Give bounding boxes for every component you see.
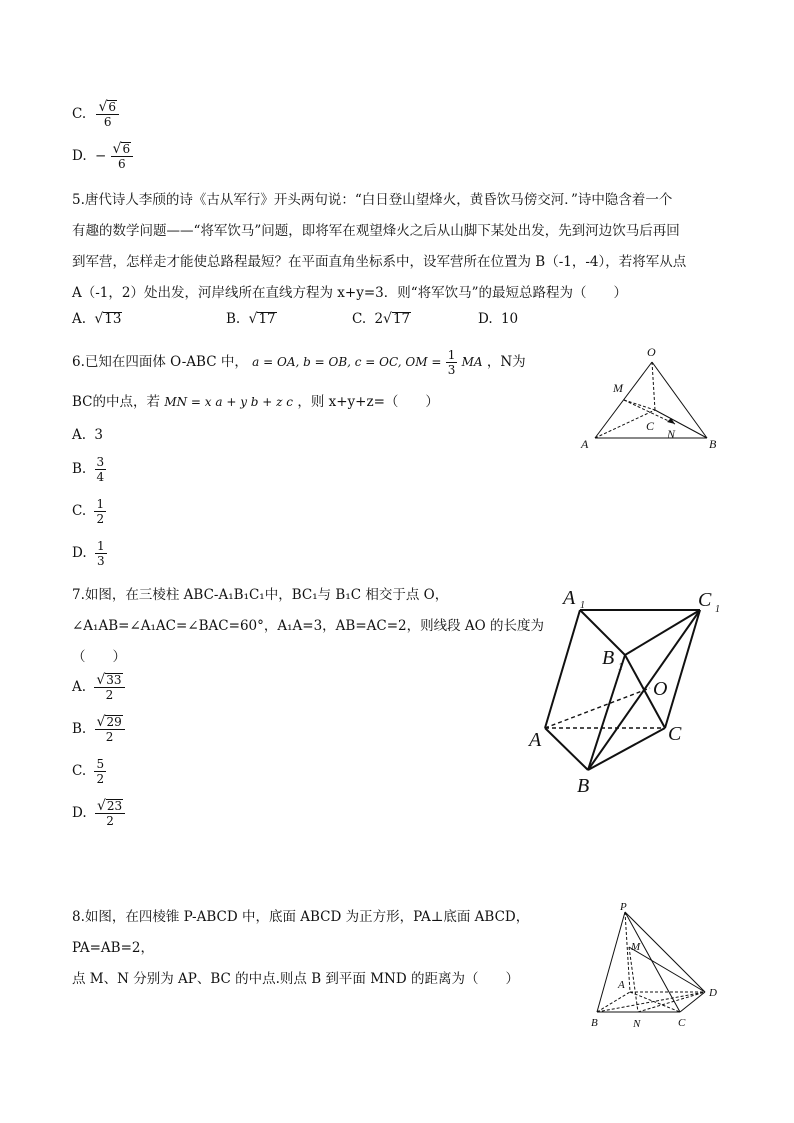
option-value: 10 xyxy=(500,311,519,327)
numerator: 1 xyxy=(447,348,456,362)
option-label: D. xyxy=(72,545,87,561)
option-label: A. xyxy=(72,679,87,695)
label-b: B xyxy=(709,437,717,451)
numerator: 1 xyxy=(96,497,105,511)
label-n: N xyxy=(667,427,676,441)
q7-prism-figure xyxy=(525,580,735,795)
radicand: 6 xyxy=(122,142,131,156)
denominator: 4 xyxy=(96,470,105,484)
edge-oc xyxy=(652,362,655,410)
denominator: 2 xyxy=(105,688,114,702)
q5-option-a: A. √ 13 xyxy=(72,311,122,327)
option-label: B. xyxy=(226,311,241,327)
q6-option-a xyxy=(72,427,103,443)
edge-pb xyxy=(597,912,625,1012)
q6-tetrahedron-figure xyxy=(575,340,735,460)
label-b: B xyxy=(577,775,590,797)
q5-line1: 5.唐代诗人李颀的诗《古从军行》开头两句说：“白日登山望烽火，黄昏饮马傍交河．”诗中隐含着一个 xyxy=(72,192,673,208)
q6-suffix: ，N为 xyxy=(486,354,526,370)
option-value: 3 xyxy=(94,427,103,443)
coefficient: 2 xyxy=(374,311,384,327)
segment-ao xyxy=(545,688,650,728)
label-n: N xyxy=(633,1018,641,1030)
radicand: 13 xyxy=(104,311,122,327)
option-label: A. xyxy=(72,427,87,443)
q5-option-b: B. √ 17 xyxy=(226,311,276,327)
option-label: C. xyxy=(72,763,87,779)
fraction xyxy=(446,348,458,377)
edge-pa xyxy=(625,912,630,992)
fraction xyxy=(94,497,106,526)
label-a: A xyxy=(581,437,589,451)
option-label: C. xyxy=(72,106,87,122)
radicand: 17 xyxy=(258,311,276,327)
vector-ma: MA xyxy=(461,355,483,369)
q5-line4: A（-1，2）处出发，河岸线所在直线方程为 x+y=3．则“将军饮马”的最短总路程为（ ） xyxy=(72,285,628,301)
q7-option-c xyxy=(72,757,106,786)
label-c1: C xyxy=(698,589,712,611)
label-b: B xyxy=(591,1017,598,1029)
label-c: C xyxy=(668,723,682,745)
denominator: 6 xyxy=(118,157,126,171)
edge-oa xyxy=(595,362,652,438)
label-d: D xyxy=(709,987,717,999)
numerator: 3 xyxy=(96,455,105,469)
option-label: C. xyxy=(72,503,87,519)
q6-option-d xyxy=(72,539,107,568)
q6-line1 xyxy=(72,348,526,377)
denominator: 2 xyxy=(105,730,114,744)
edge-ob xyxy=(652,362,707,438)
denominator: 6 xyxy=(103,115,112,129)
q4-option-c xyxy=(72,100,119,129)
option-label: C. xyxy=(352,311,367,327)
label-a1-sub: 1 xyxy=(580,600,585,611)
denominator: 2 xyxy=(96,772,105,786)
option-label: D. xyxy=(72,148,87,164)
fraction xyxy=(95,539,107,568)
numerator: 1 xyxy=(96,539,105,553)
q6-line2-prefix: BC的中点，若 xyxy=(72,394,161,410)
segment-mn xyxy=(629,947,638,1012)
q7-option-d xyxy=(72,799,125,828)
label-m: M xyxy=(631,941,641,953)
radicand: 23 xyxy=(106,799,123,813)
edge-pc xyxy=(625,912,680,1012)
q7-line2: ∠A₁AB=∠A₁AC=∠BAC=60°，A₁A=3，AB=AC=2，则线段 AO 的长度为 xyxy=(72,618,545,634)
edge-ab xyxy=(545,728,588,770)
q6-line2-suffix: ，则 x+y+z=（ ） xyxy=(297,394,439,410)
segment-nd xyxy=(638,992,705,1012)
radicand: 6 xyxy=(108,100,116,114)
radicand: 29 xyxy=(106,715,122,729)
label-p: P xyxy=(620,901,627,913)
radicand: 33 xyxy=(106,673,122,687)
q5-line3: 到军营，怎样走才能使总路程最短？在平面直角坐标系中，设军营所在位置为 B（-1，-4），若将军从点 xyxy=(72,254,687,270)
option-label: B. xyxy=(72,721,87,737)
label-m: M xyxy=(613,381,623,395)
segment-mc xyxy=(624,400,655,410)
vector-definitions: a = OA, b = OB, c = OC, OM = xyxy=(252,355,442,369)
q8-line1: 8.如图，在四棱锥 P-ABCD 中，底面 ABCD 为正方形，PA⊥底面 ABCD， xyxy=(72,909,530,925)
label-o: O xyxy=(653,678,668,700)
option-label: D. xyxy=(478,311,493,327)
denominator: 3 xyxy=(96,554,105,568)
denominator: 3 xyxy=(447,363,456,377)
numerator: 5 xyxy=(96,757,105,771)
label-a1: A xyxy=(563,587,576,609)
fraction: √ 29 2 xyxy=(95,715,125,744)
q6-option-b xyxy=(72,455,106,484)
edge-cd xyxy=(680,992,705,1012)
option-label: D. xyxy=(72,805,87,821)
vector-expression: MN = x a + y b + z c xyxy=(164,395,294,409)
denominator: 2 xyxy=(96,512,105,526)
q8-pyramid-figure xyxy=(585,900,735,1035)
fraction: √ 6 6 xyxy=(96,100,119,129)
label-c1-sub: 1 xyxy=(715,604,720,615)
q6-line2 xyxy=(72,390,439,410)
q5-option-c: C. 2 √ 17 xyxy=(352,311,411,327)
diagonal-bd xyxy=(597,992,705,1012)
q5-line2: 有趣的数学问题——“将军饮马”问题，即将军在观望烽火之后从山脚下某处出发，先到河边饮马后再回 xyxy=(72,223,680,239)
fraction: √ 33 2 xyxy=(94,673,124,702)
q8-line2: PA=AB=2， xyxy=(72,940,154,956)
label-o: O xyxy=(647,345,656,359)
q8-line3: 点 M、N 分别为 AP、BC 的中点.则点 B 到平面 MND 的距离为（ ） xyxy=(72,971,519,987)
fraction xyxy=(95,455,107,484)
edge-cb xyxy=(655,410,707,438)
edge-a1a xyxy=(545,610,580,728)
q7-option-a xyxy=(72,673,125,702)
q4-option-d xyxy=(72,142,133,171)
option-label: A. xyxy=(72,311,87,327)
q6-prefix: 6.已知在四面体 O-ABC 中， xyxy=(72,354,248,370)
q5-option-d xyxy=(478,311,518,327)
minus-sign: − xyxy=(94,148,107,164)
option-label: B. xyxy=(72,461,87,477)
label-c: C xyxy=(678,1017,686,1029)
q6-option-c xyxy=(72,497,106,526)
label-a: A xyxy=(618,979,625,991)
denominator: 2 xyxy=(106,814,114,828)
fraction: √ 6 6 xyxy=(111,142,134,171)
q7-option-b xyxy=(72,715,125,744)
fraction: √ 23 2 xyxy=(95,799,125,828)
q7-line1: 7.如图，在三棱柱 ABC-A₁B₁C₁中，BC₁与 B₁C 相交于点 O， xyxy=(72,587,449,603)
label-b1-sub: 1 xyxy=(618,662,623,673)
label-b1: B xyxy=(602,647,615,669)
q7-line3: （ ） xyxy=(72,649,126,665)
radicand: 17 xyxy=(392,311,411,327)
label-c: C xyxy=(646,419,655,433)
fraction xyxy=(94,757,106,786)
arrow-head xyxy=(667,418,675,424)
label-a: A xyxy=(529,729,542,751)
